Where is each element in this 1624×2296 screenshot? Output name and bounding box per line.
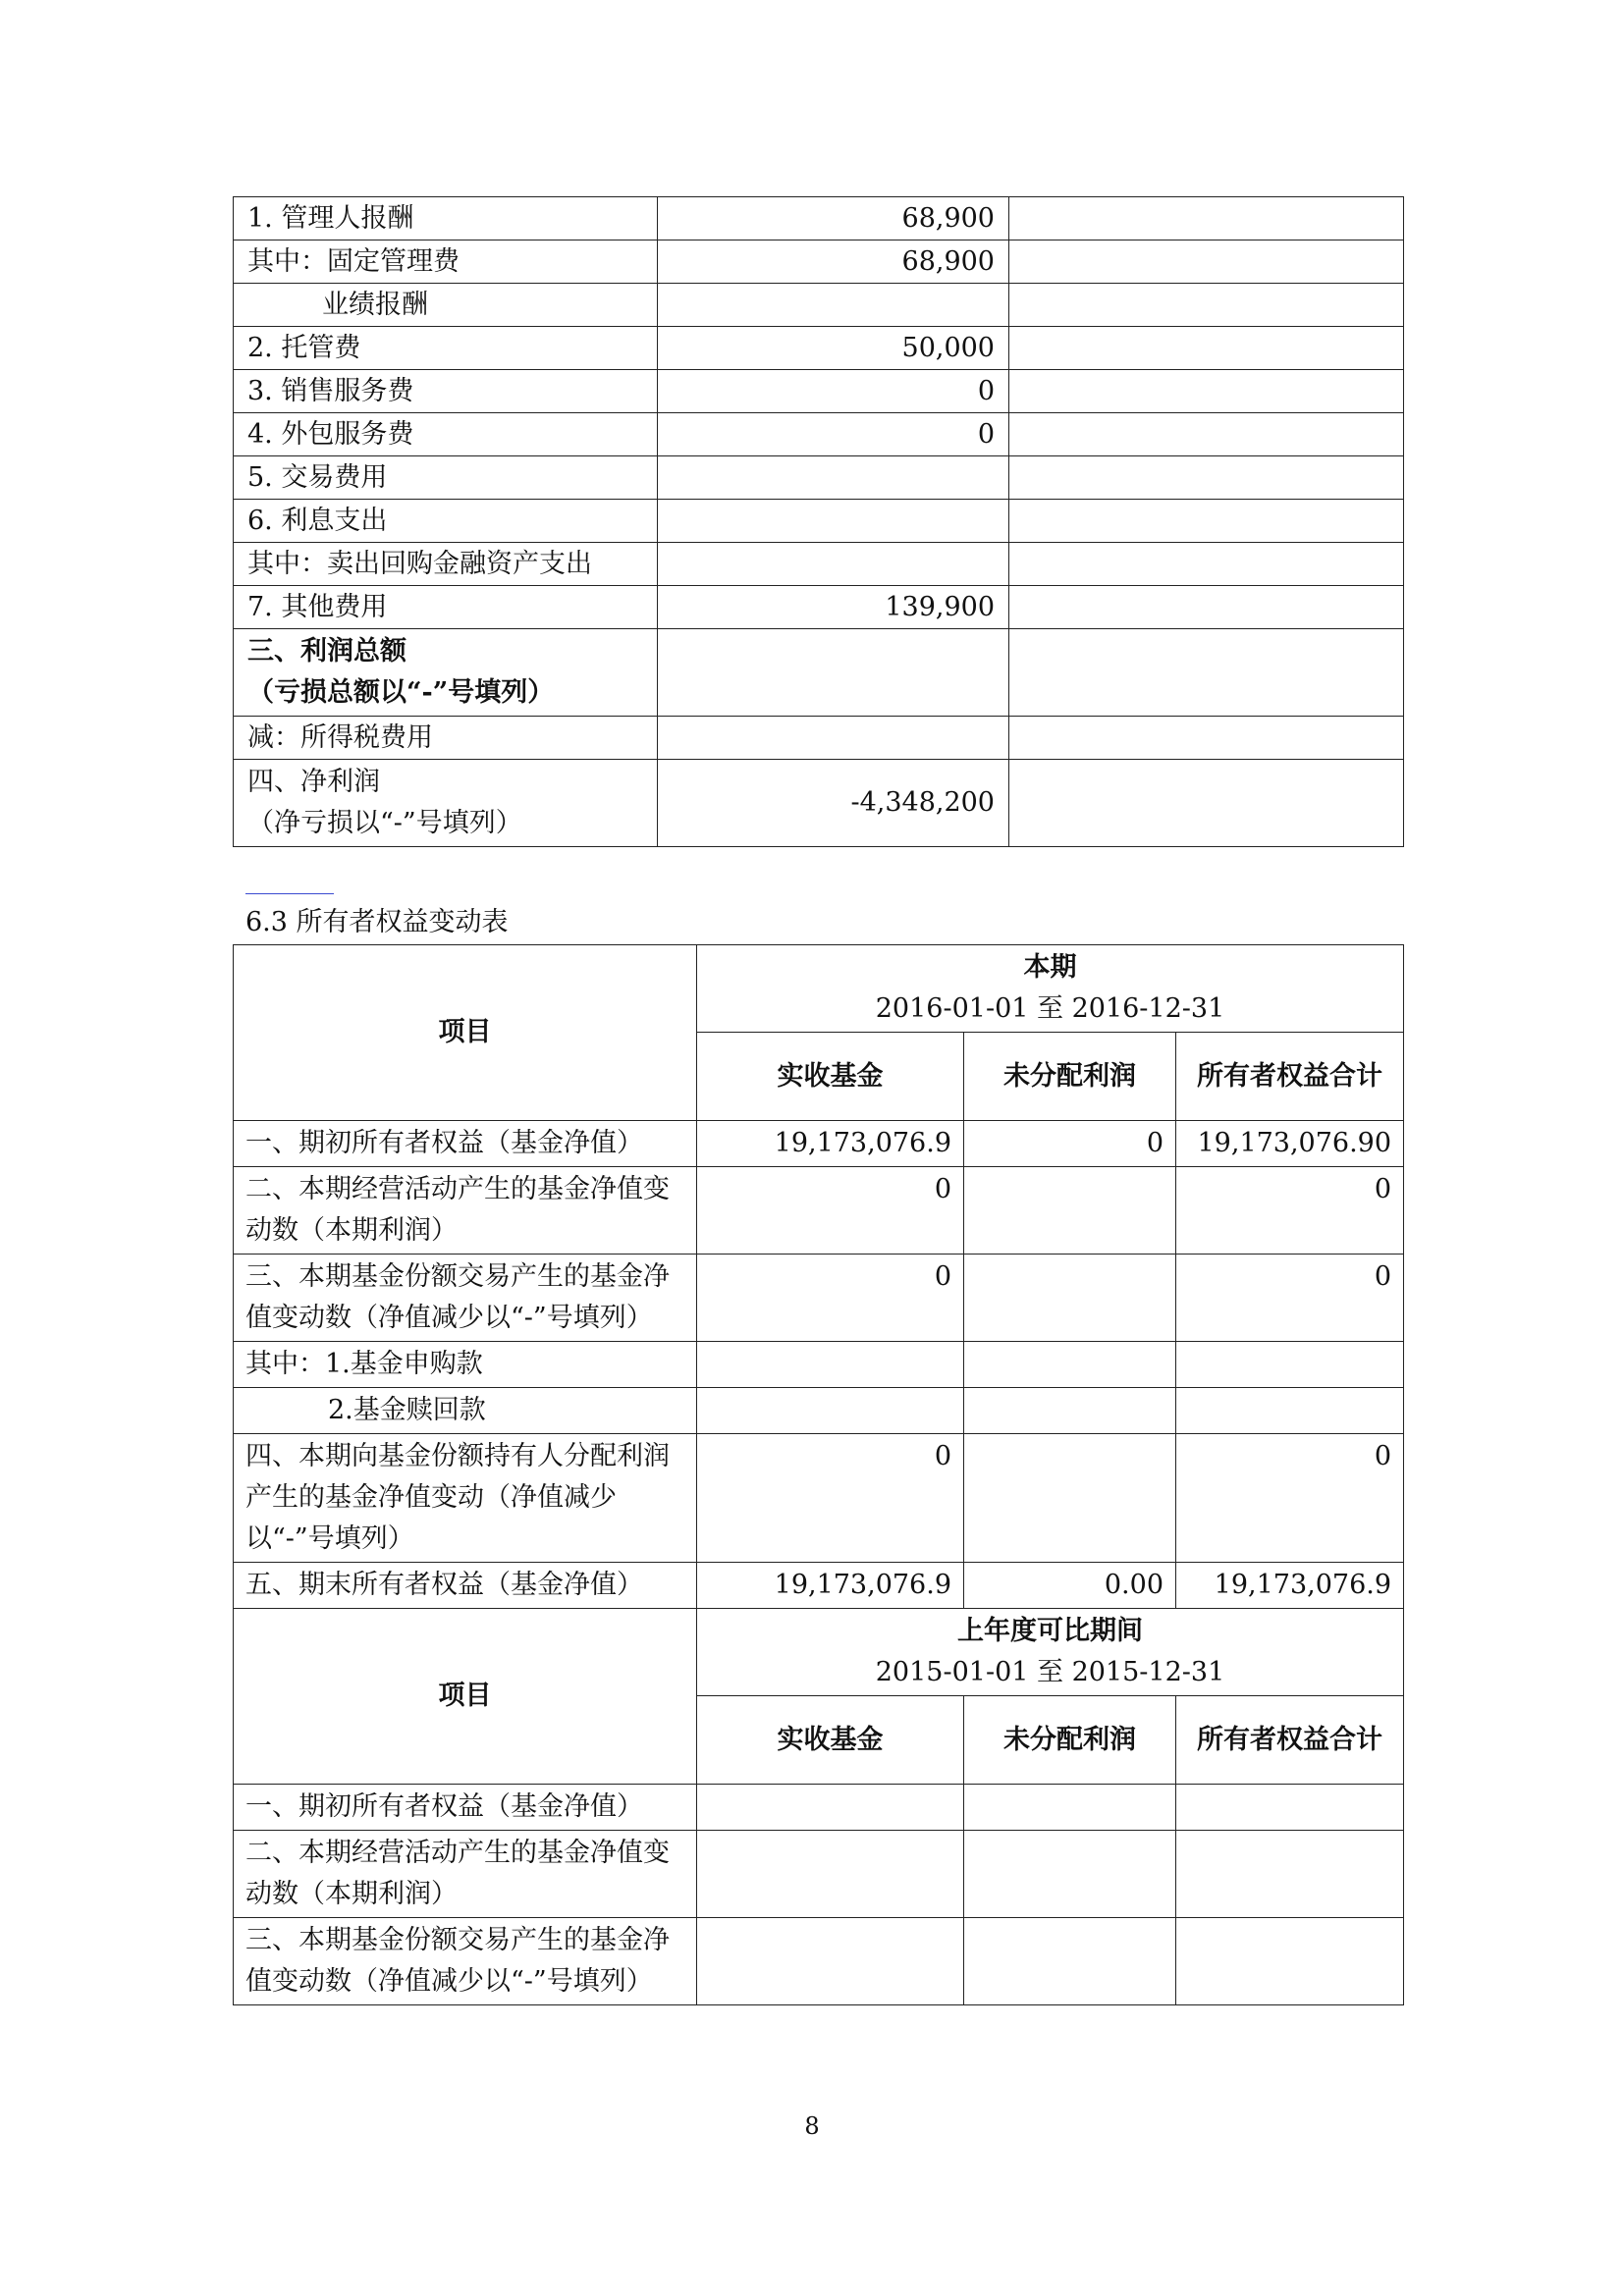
undistributed-value: 0.00: [964, 1563, 1176, 1609]
row-label: 业绩报酬: [234, 284, 658, 327]
table-row: [234, 1831, 1404, 1918]
undistributed-value: [964, 1342, 1176, 1388]
row-label: 5. 交易费用: [234, 456, 658, 500]
table-row: [234, 413, 1404, 456]
row-label: 4. 外包服务费: [234, 413, 658, 456]
row-label: 6. 利息支出: [234, 500, 658, 543]
table-row: [234, 1434, 1404, 1563]
empty-cell: [1009, 500, 1404, 543]
fund-value: [697, 1785, 964, 1831]
total-value: [1176, 1388, 1404, 1434]
empty-cell: [1009, 413, 1404, 456]
row-label: 其中：卖出回购金融资产支出: [234, 543, 658, 586]
table-row: [234, 370, 1404, 413]
table-row: [234, 1918, 1404, 2005]
fund-value: [697, 1388, 964, 1434]
period-range: 2015-01-01 至 2015-12-31: [875, 1657, 1225, 1687]
col-total-header: 所有者权益合计: [1176, 1696, 1404, 1785]
row-value: [658, 717, 1009, 760]
table-row: [234, 543, 1404, 586]
total-value: 0: [1176, 1167, 1404, 1255]
row-label: 二、本期经营活动产生的基金净值变动数（本期利润）: [234, 1167, 697, 1255]
row-value: [658, 284, 1009, 327]
fund-value: [697, 1831, 964, 1918]
row-label: 减：所得税费用: [234, 717, 658, 760]
item-header: 项目: [234, 1609, 697, 1785]
row-label: 五、期末所有者权益（基金净值）: [234, 1563, 697, 1609]
page-number: 8: [804, 2112, 820, 2140]
col-fund-header: 实收基金: [697, 1696, 964, 1785]
row-label: 2.基金赎回款: [234, 1388, 697, 1434]
undistributed-value: [964, 1918, 1176, 2005]
header-row: [234, 945, 1404, 1033]
row-value: 68,900: [658, 240, 1009, 284]
table-row: [234, 456, 1404, 500]
empty-cell: [1009, 586, 1404, 629]
table-row: [234, 240, 1404, 284]
undistributed-value: 0: [964, 1121, 1176, 1167]
undistributed-value: [964, 1434, 1176, 1563]
empty-cell: [1009, 717, 1404, 760]
col-fund-header: 实收基金: [697, 1033, 964, 1121]
period-label: 本期: [1023, 952, 1077, 983]
row-label-line1: 三、利润总额: [247, 636, 406, 667]
empty-cell: [1009, 370, 1404, 413]
total-value: 0: [1176, 1255, 1404, 1342]
empty-cell: [1009, 629, 1404, 717]
period-label: 上年度可比期间: [957, 1616, 1144, 1646]
table-row: [234, 1342, 1404, 1388]
total-value: [1176, 1918, 1404, 2005]
empty-cell: [1009, 197, 1404, 240]
row-value: -4,348,200: [658, 760, 1009, 847]
row-value: 0: [658, 413, 1009, 456]
total-value: [1176, 1785, 1404, 1831]
table-row: [234, 760, 1404, 847]
row-value: 139,900: [658, 586, 1009, 629]
undistributed-value: [964, 1167, 1176, 1255]
row-label: [234, 760, 658, 847]
row-value: 68,900: [658, 197, 1009, 240]
total-value: [1176, 1831, 1404, 1918]
income-statement-table: [233, 196, 1404, 847]
col-total-header: 所有者权益合计: [1176, 1033, 1404, 1121]
table-row: [234, 1167, 1404, 1255]
empty-cell: [1009, 760, 1404, 847]
undistributed-value: [964, 1785, 1176, 1831]
table-row: [234, 1121, 1404, 1167]
row-label: [234, 629, 658, 717]
period-header: [697, 945, 1404, 1033]
fund-value: 0: [697, 1167, 964, 1255]
fund-value: [697, 1918, 964, 2005]
col-undistributed-header: 未分配利润: [964, 1033, 1176, 1121]
row-label-line1: 四、净利润: [247, 767, 380, 797]
total-value: [1176, 1342, 1404, 1388]
fund-value: 19,173,076.9: [697, 1563, 964, 1609]
empty-cell: [1009, 543, 1404, 586]
table-row: [234, 1563, 1404, 1609]
fund-value: [697, 1342, 964, 1388]
row-value: [658, 543, 1009, 586]
row-label: 三、本期基金份额交易产生的基金净值变动数（净值减少以“-”号填列）: [234, 1918, 697, 2005]
col-undistributed-header: 未分配利润: [964, 1696, 1176, 1785]
undistributed-value: [964, 1388, 1176, 1434]
row-label-line2: （净亏损以“-”号填列）: [247, 808, 522, 838]
total-value: 19,173,076.9: [1176, 1563, 1404, 1609]
header-row: [234, 1609, 1404, 1696]
table-row: [234, 284, 1404, 327]
row-label: 其中：固定管理费: [234, 240, 658, 284]
equity-change-table: [233, 944, 1404, 2005]
row-label: 一、期初所有者权益（基金净值）: [234, 1121, 697, 1167]
total-value: 19,173,076.90: [1176, 1121, 1404, 1167]
row-value: [658, 456, 1009, 500]
row-label: 3. 销售服务费: [234, 370, 658, 413]
fund-value: 19,173,076.9: [697, 1121, 964, 1167]
section-link-underline: [245, 893, 334, 894]
item-header: 项目: [234, 945, 697, 1121]
row-label: 7. 其他费用: [234, 586, 658, 629]
empty-cell: [1009, 284, 1404, 327]
empty-cell: [1009, 327, 1404, 370]
period-header: [697, 1609, 1404, 1696]
row-value: [658, 500, 1009, 543]
row-label: 一、期初所有者权益（基金净值）: [234, 1785, 697, 1831]
row-label: 2. 托管费: [234, 327, 658, 370]
table-row: [234, 1255, 1404, 1342]
row-value: 0: [658, 370, 1009, 413]
total-value: 0: [1176, 1434, 1404, 1563]
table-row: [234, 717, 1404, 760]
row-label: 其中：1.基金申购款: [234, 1342, 697, 1388]
table-row: [234, 327, 1404, 370]
row-label: 1. 管理人报酬: [234, 197, 658, 240]
table-row: [234, 500, 1404, 543]
row-label: 四、本期向基金份额持有人分配利润产生的基金净值变动（净值减少以“-”号填列）: [234, 1434, 697, 1563]
fund-value: 0: [697, 1434, 964, 1563]
row-label-line2: （亏损总额以“-”号填列）: [247, 677, 555, 708]
table-row: [234, 586, 1404, 629]
table-row: [234, 197, 1404, 240]
row-value: 50,000: [658, 327, 1009, 370]
empty-cell: [1009, 456, 1404, 500]
row-value: [658, 629, 1009, 717]
row-label: 二、本期经营活动产生的基金净值变动数（本期利润）: [234, 1831, 697, 1918]
empty-cell: [1009, 240, 1404, 284]
undistributed-value: [964, 1255, 1176, 1342]
section-title: 6.3 所有者权益变动表: [245, 907, 509, 937]
fund-value: 0: [697, 1255, 964, 1342]
table-row: [234, 1388, 1404, 1434]
table-row: [234, 1785, 1404, 1831]
table-row: [234, 629, 1404, 717]
undistributed-value: [964, 1831, 1176, 1918]
period-range: 2016-01-01 至 2016-12-31: [875, 993, 1225, 1024]
row-label: 三、本期基金份额交易产生的基金净值变动数（净值减少以“-”号填列）: [234, 1255, 697, 1342]
